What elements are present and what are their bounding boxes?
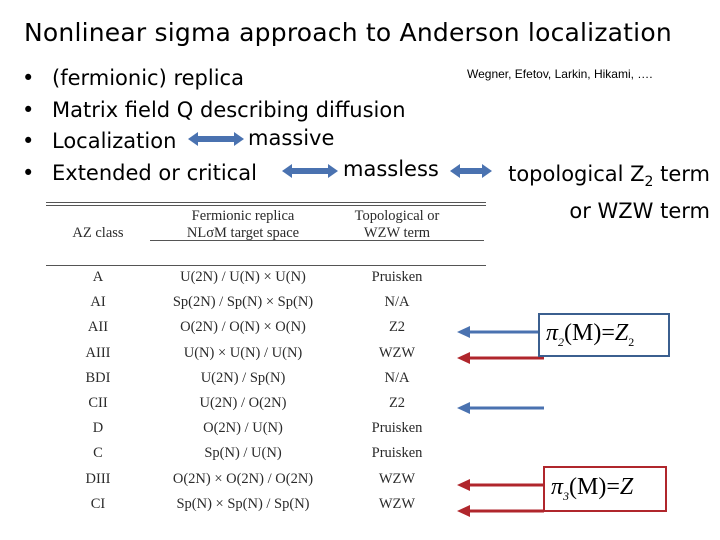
az-class-cell: CII bbox=[88, 395, 108, 412]
bullet-text: Extended or critical bbox=[52, 160, 257, 185]
table-rule-top bbox=[46, 205, 486, 206]
az-class-cell: A bbox=[92, 269, 104, 286]
bullet-marker: • bbox=[22, 66, 35, 90]
table-header-row bbox=[46, 208, 458, 225]
header-cell: AZ class bbox=[72, 225, 124, 241]
target-space-cell: Sp(N) × Sp(N) / Sp(N) bbox=[176, 495, 310, 512]
az-class-cell: CI bbox=[90, 495, 106, 512]
left-arrow-icon bbox=[456, 350, 546, 366]
massless-label: massless bbox=[343, 157, 439, 181]
table-row bbox=[46, 467, 458, 492]
az-class-cell: AIII bbox=[85, 344, 111, 361]
header-cell: Fermionic replica bbox=[191, 208, 295, 224]
table-row bbox=[46, 391, 458, 416]
term-cell: N/A bbox=[384, 294, 410, 311]
az-class-cell: C bbox=[93, 445, 103, 462]
target-space-cell: U(2N) / O(2N) bbox=[199, 395, 287, 412]
az-class-cell: D bbox=[92, 420, 104, 437]
table-header-row bbox=[46, 225, 458, 242]
double-arrow-icon bbox=[448, 161, 494, 181]
references: Wegner, Efetov, Larkin, Hikami, …. bbox=[467, 67, 653, 81]
header-cell: Topological or bbox=[354, 208, 440, 224]
bullet-marker: • bbox=[22, 97, 35, 122]
left-arrow-icon bbox=[456, 503, 546, 519]
term-cell: Pruisken bbox=[371, 420, 423, 437]
header-cell: WZW term bbox=[363, 225, 431, 241]
table-row bbox=[46, 315, 458, 340]
term-cell: Z2 bbox=[388, 395, 406, 412]
bullet-item bbox=[22, 95, 406, 127]
massive-label: massive bbox=[248, 126, 335, 150]
bullet-marker: • bbox=[22, 160, 35, 185]
target-space-cell: Sp(2N) / Sp(N) × Sp(N) bbox=[172, 294, 314, 311]
term-cell: Pruisken bbox=[371, 269, 423, 286]
target-space-cell: U(2N) / Sp(N) bbox=[200, 369, 286, 386]
az-class-cell: DIII bbox=[85, 470, 111, 487]
topo-line-1: topological $Z_2$ term bbox=[508, 162, 710, 191]
az-class-cell: BDI bbox=[85, 369, 111, 386]
table-row bbox=[46, 441, 458, 466]
bullet-text: Localization bbox=[52, 129, 177, 153]
bullet-item bbox=[22, 63, 406, 95]
table-row bbox=[46, 265, 458, 290]
double-arrow-icon bbox=[186, 129, 246, 149]
az-class-cell: AI bbox=[90, 294, 106, 311]
term-cell: Z2 bbox=[388, 319, 406, 336]
table-rule-top bbox=[46, 202, 486, 203]
table-row bbox=[46, 290, 458, 315]
target-space-cell: O(2N) / U(N) bbox=[203, 420, 283, 437]
term-cell: WZW bbox=[378, 344, 416, 361]
left-arrow-icon bbox=[456, 400, 546, 416]
term-cell: N/A bbox=[384, 369, 410, 386]
formula-box-pi2: $\pi_2(M)=Z_2$ bbox=[538, 313, 670, 357]
slide-title: Nonlinear sigma approach to Anderson localization bbox=[24, 18, 672, 47]
term-cell: WZW bbox=[378, 470, 416, 487]
table-row bbox=[46, 366, 458, 391]
table-row bbox=[46, 416, 458, 441]
target-space-cell: Sp(N) / U(N) bbox=[204, 445, 282, 462]
bullet-text: (fermionic) replica bbox=[52, 66, 244, 90]
term-cell: Pruisken bbox=[371, 445, 423, 462]
topological-term-note bbox=[495, 160, 710, 226]
target-space-cell: O(2N) × O(2N) / O(2N) bbox=[172, 470, 314, 487]
target-space-cell: U(2N) / U(N) × U(N) bbox=[180, 269, 306, 286]
topo-line-2: or WZW term bbox=[569, 199, 710, 224]
target-space-cell: O(2N) / O(N) × O(N) bbox=[180, 319, 306, 336]
bullet-marker: • bbox=[22, 129, 35, 153]
az-classification-table bbox=[46, 208, 458, 517]
target-space-cell: U(N) × U(N) / U(N) bbox=[183, 344, 303, 361]
formula-box-pi3: $\pi_3(M)=Z$ bbox=[543, 466, 667, 512]
header-cell bbox=[46, 208, 150, 225]
header-cell: NLσM target space bbox=[186, 225, 300, 241]
table-row bbox=[46, 341, 458, 366]
left-arrow-icon bbox=[456, 324, 546, 340]
az-class-cell: AII bbox=[87, 319, 109, 336]
left-arrow-icon bbox=[456, 477, 546, 493]
double-arrow-icon bbox=[280, 161, 340, 181]
bullet-text: Matrix field Q describing diffusion bbox=[52, 97, 406, 122]
term-cell: WZW bbox=[378, 495, 416, 512]
table-row bbox=[46, 492, 458, 517]
